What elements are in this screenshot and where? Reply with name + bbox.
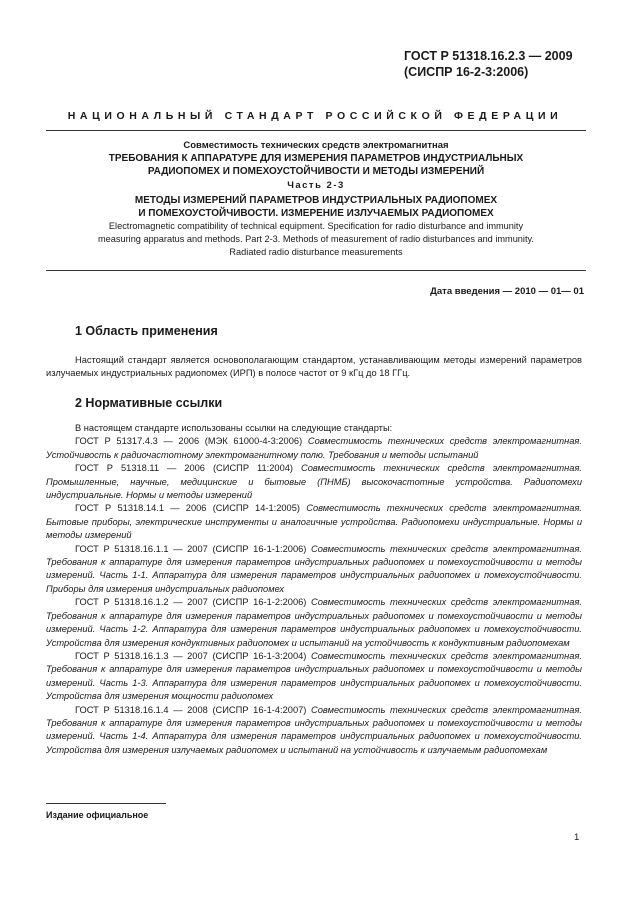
standard-header	[404, 48, 573, 80]
title-line-5: И ПОМЕХОУСТОЙЧИВОСТИ. ИЗМЕРЕНИЕ ИЗЛУЧАЕМЫХ РАДИОПОМЕХ	[138, 208, 494, 219]
reference-number: ГОСТ Р 51318.16.1.1 — 2007 (СИСПР 16-1-1:2006)	[75, 543, 307, 554]
title-line-2: ТРЕБОВАНИЯ К АППАРАТУРЕ ДЛЯ ИЗМЕРЕНИЯ ПАРАМЕТРОВ ИНДУСТРИАЛЬНЫХ	[108, 153, 524, 164]
reference-description: Совместимость технических средств электромагнитная. Устойчивость к радиочастотному электромагнитному полю. Требования и методы испытаний	[46, 436, 582, 460]
reference-item	[46, 704, 582, 758]
section-2-body	[46, 422, 582, 757]
title-line-1: Совместимость технических средств электромагнитная	[183, 140, 449, 151]
title-line-4: МЕТОДЫ ИЗМЕРЕНИЙ ПАРАМЕТРОВ ИНДУСТРИАЛЬНЫХ РАДИОПОМЕХ	[134, 195, 498, 206]
section-1-heading: 1 Область применения	[75, 324, 218, 338]
reference-number: ГОСТ Р 51318.14.1 — 2006 (СИСПР 14-1:2005)	[75, 503, 300, 514]
section-2-intro: В настоящем стандарте использованы ссылки на следующие стандарты:	[75, 423, 393, 433]
reference-description: Совместимость технических средств электромагнитная. Бытовые приборы, электрические инструменты и аналогичные устройства. Радиопомехи индустриальные. Нормы и методы измерений	[46, 503, 582, 541]
reference-description: Совместимость технических средств электромагнитная. Требования к аппаратуре для измерения параметров индустриальных радиопомех и помехоустойчивости и методы измерений. Часть 1-1. Аппаратура для измерения параметров индустриальных радиопомех и помехоустойчивости. Приборы для измерения индустриальных радиопомех	[46, 543, 582, 594]
title-line-3: РАДИОПОМЕХ И ПОМЕХОУСТОЙЧИВОСТИ И МЕТОДЫ ИЗМЕРЕНИЙ	[147, 166, 485, 177]
reference-item	[46, 596, 582, 650]
page-number: 1	[574, 832, 580, 843]
reference-item	[46, 543, 582, 597]
section-1-body	[46, 354, 582, 381]
top-divider	[46, 130, 586, 131]
section-1-text: Настоящий стандарт является основополагающим стандартом, устанавливающим методы измерений параметров излучаемых индустриальных радиопомех (ИРП) в полосе частот от 9 кГц до 18 ГГц.	[46, 355, 582, 379]
title-divider	[46, 270, 586, 271]
section-2-heading: 2 Нормативные ссылки	[75, 396, 223, 410]
reference-number: ГОСТ Р 51318.16.1.4 — 2008 (СИСПР 16-1-4:2007)	[75, 704, 307, 715]
reference-number: ГОСТ Р 51318.16.1.3 — 2007 (СИСПР 16-1-3:2004)	[75, 650, 307, 661]
reference-number: ГОСТ Р 51318.16.1.2 — 2007 (СИСПР 16-1-2:2006)	[75, 597, 307, 608]
reference-description: Совместимость технических средств электромагнитная. Требования к аппаратуре для измерения параметров индустриальных радиопомех и помехоустойчивости и методы измерений. Часть 1-2. Аппаратура для измерения параметров индустриальных радиопомех и помехоустойчивости. Устройства для измерения кондуктивных радиопомех и испытаний на устойчивость к кондуктивным радиопомехам	[46, 597, 582, 648]
cispr-number: (СИСПР 16-2-3:2006)	[404, 65, 529, 79]
english-title-1: Electromagnetic compatibility of technical equipment. Specification for radio disturbance and immunity	[108, 221, 524, 231]
reference-number: ГОСТ Р 51318.11 — 2006 (СИСПР 11:2004)	[75, 463, 294, 474]
reference-description: Совместимость технических средств электромагнитная. Требования к аппаратуре для измерения параметров индустриальных радиопомех и помехоустойчивости и методы измерений. Часть 1-4. Аппаратура для измерения параметров индустриальных радиопомех и помехоустойчивости. Устройства для измерения излучаемых радиопомех и испытаний на устойчивость к излучаемым радиопомехам	[46, 704, 582, 755]
national-standard-title: НАЦИОНАЛЬНЫЙ СТАНДАРТ РОССИЙСКОЙ ФЕДЕРАЦИИ	[67, 110, 563, 122]
edition-label: Издание официальное	[46, 810, 149, 820]
footer-divider	[46, 803, 166, 804]
reference-item	[46, 435, 582, 462]
english-title-3: Radiated radio disturbance measurements	[229, 247, 403, 257]
english-title-2: measuring apparatus and methods. Part 2-3. Methods of measurement of radio disturbances and immunity.	[98, 234, 534, 244]
reference-item	[46, 462, 582, 502]
reference-list	[46, 435, 582, 757]
reference-number: ГОСТ Р 51317.4.3 — 2006 (МЭК 61000-4-3:2006)	[75, 436, 303, 447]
intro-date: Дата введения — 2010 — 01— 01	[430, 286, 584, 297]
title-part: Часть 2-3	[287, 180, 345, 191]
document-title	[46, 139, 586, 259]
reference-item	[46, 650, 582, 704]
reference-description: Совместимость технических средств электромагнитная. Требования к аппаратуре для измерения параметров индустриальных радиопомех и помехоустойчивости и методы измерений. Часть 1-3. Аппаратура для измерения параметров индустриальных радиопомех и помехоустойчивости. Устройства для измерения мощности радиопомех	[46, 650, 582, 702]
standard-number: ГОСТ Р 51318.16.2.3 — 2009	[404, 49, 573, 63]
reference-description: Совместимость технических средств электромагнитная. Промышленные, научные, медицинские и бытовые (ПНМБ) высокочастотные устройства. Радиопомехи индустриальные. Нормы и методы измерений	[46, 463, 582, 501]
reference-item	[46, 502, 582, 542]
